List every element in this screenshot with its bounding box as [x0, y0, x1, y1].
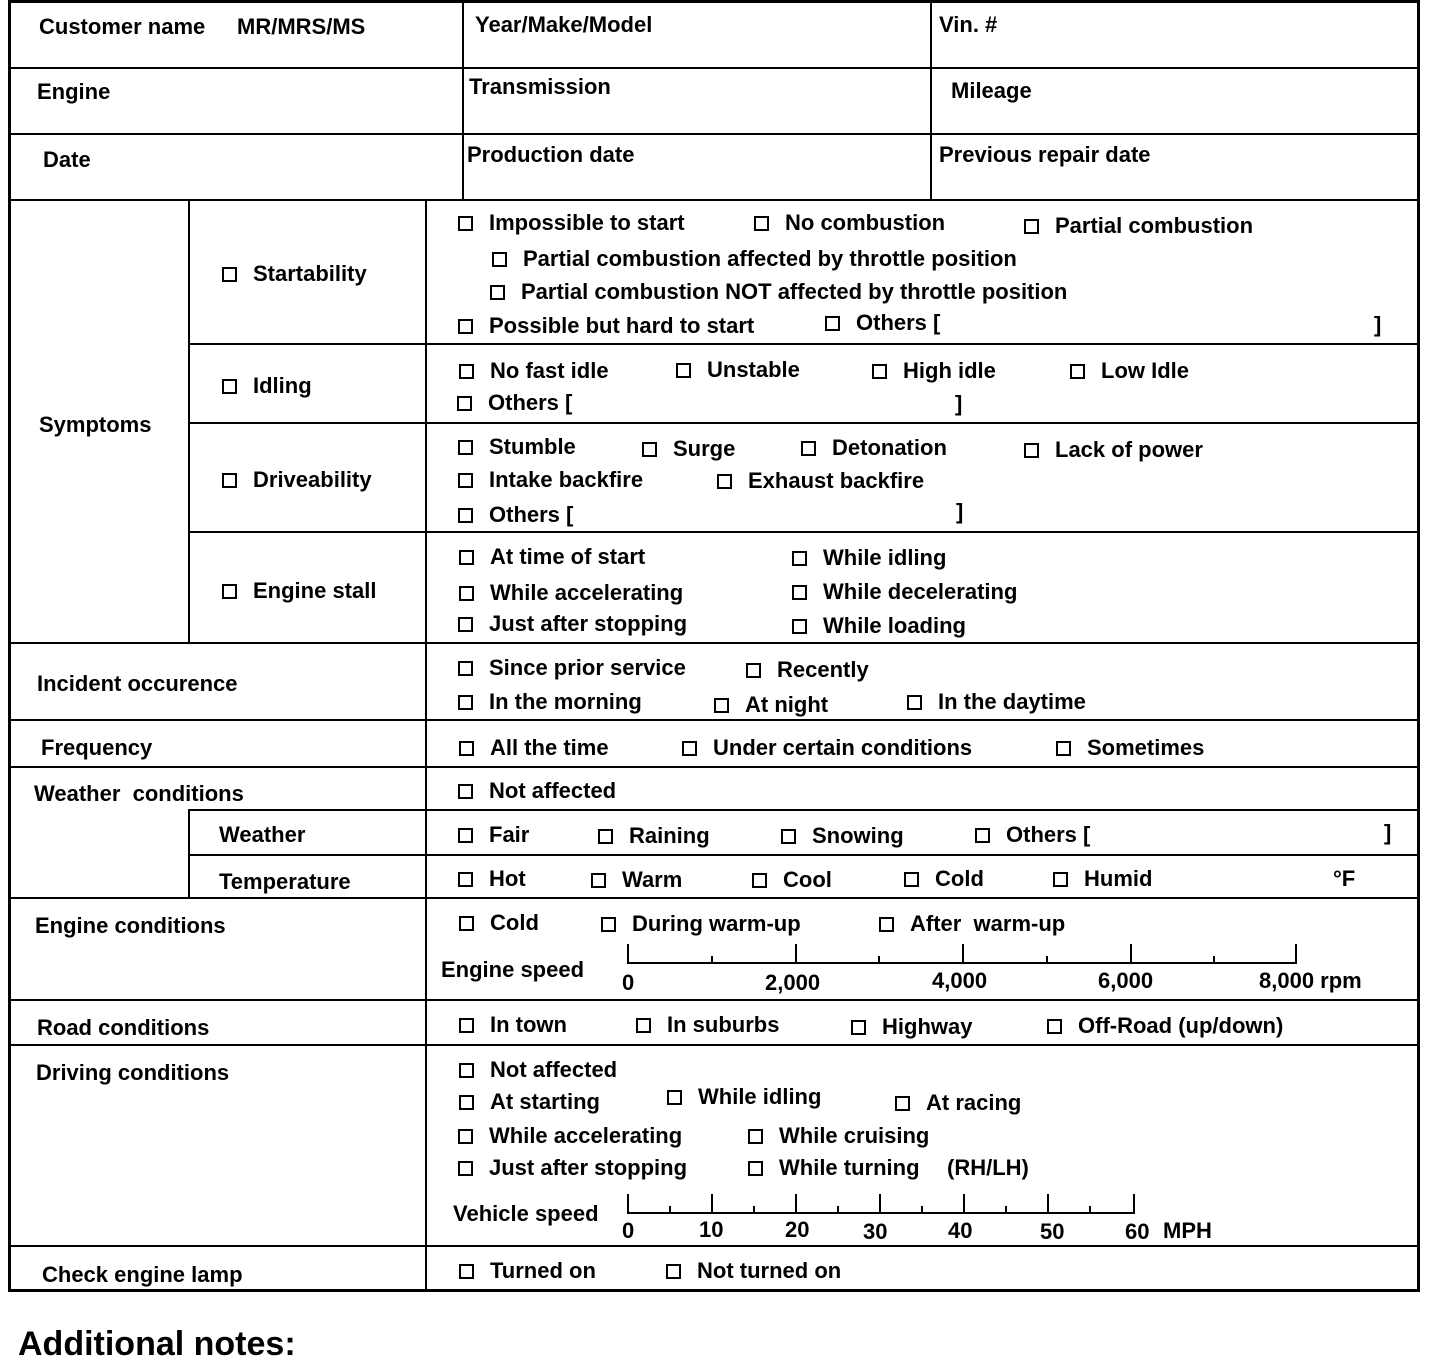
idling-unstable[interactable]: [676, 358, 800, 382]
checkbox[interactable]: [748, 1129, 763, 1144]
year-make-model-label: Year/Make/Model: [475, 12, 653, 37]
option-label: Possible but hard to start: [489, 313, 755, 338]
scale-tick: [1130, 944, 1132, 964]
startability-partial-combustion[interactable]: [1024, 214, 1253, 238]
checkbox[interactable]: [801, 441, 816, 456]
checkbox[interactable]: [975, 828, 990, 843]
driveability-label: Driveability: [253, 467, 372, 492]
option-label: Not affected: [490, 1057, 618, 1082]
scale-tick: [753, 1206, 755, 1214]
weather-others-bracket: ]: [1384, 820, 1392, 845]
startability-no-combustion[interactable]: [754, 211, 945, 235]
lamp-not-turned-on[interactable]: [666, 1259, 841, 1283]
option-label: After warm-up: [910, 911, 1066, 936]
checkbox[interactable]: [598, 829, 613, 844]
stall-at-time-of-start[interactable]: [459, 545, 645, 569]
road-highway[interactable]: [851, 1015, 972, 1039]
checkbox[interactable]: [792, 585, 807, 600]
option-label: Others [: [488, 390, 573, 415]
checkbox[interactable]: [666, 1264, 681, 1279]
driveability-exhaust-backfire[interactable]: [717, 469, 924, 493]
checkbox[interactable]: [591, 873, 606, 888]
driveability-others[interactable]: [458, 503, 573, 527]
checkbox[interactable]: [458, 828, 473, 843]
option-label: Low Idle: [1101, 358, 1189, 383]
option-label: In town: [490, 1012, 567, 1037]
scale-tick: [795, 1194, 797, 1214]
engine-stall-option[interactable]: [222, 579, 376, 603]
production-date-label: Production date: [467, 142, 635, 167]
option-label: Cool: [783, 867, 832, 892]
engine-label: Engine: [37, 79, 111, 104]
engine-condition-during-warm-up[interactable]: [601, 912, 801, 936]
stall-while-loading[interactable]: [792, 614, 966, 638]
idling-high-idle[interactable]: [872, 359, 996, 383]
option-label: At night: [745, 692, 829, 717]
column-divider: [425, 199, 427, 1292]
checkbox[interactable]: [872, 364, 887, 379]
vehicle-speed-unit: MPH: [1163, 1218, 1212, 1243]
checkbox[interactable]: [717, 474, 732, 489]
checkbox[interactable]: [457, 396, 472, 411]
idling-others[interactable]: [457, 391, 572, 415]
checkbox[interactable]: [1070, 364, 1085, 379]
stall-just-after-stopping[interactable]: [458, 612, 687, 636]
driving-while-idling[interactable]: [667, 1085, 821, 1109]
option-label: In the daytime: [938, 689, 1086, 714]
scale-tick: [1047, 1194, 1049, 1214]
temperature-unit: °F: [1333, 866, 1356, 891]
weather-not-affected[interactable]: [458, 779, 616, 803]
checkbox[interactable]: [642, 442, 657, 457]
checkbox[interactable]: [492, 252, 507, 267]
row-divider: [188, 854, 1417, 856]
engine-stall-label: Engine stall: [253, 578, 377, 603]
frequency-all-the-time[interactable]: [459, 736, 609, 760]
scale-tick: [921, 1206, 923, 1214]
road-in-town[interactable]: [459, 1013, 567, 1037]
turning-direction-label: (RH/LH): [947, 1155, 1029, 1180]
checkbox[interactable]: [222, 584, 237, 599]
option-label: Fair: [489, 822, 530, 847]
option-label: While turning: [779, 1155, 920, 1180]
checkbox[interactable]: [792, 619, 807, 634]
engine-conditions-label: Engine conditions: [35, 913, 226, 938]
row-divider: [11, 999, 1417, 1001]
option-label: Off-Road (up/down): [1078, 1013, 1284, 1038]
column-divider: [462, 3, 464, 199]
option-label: During warm-up: [632, 911, 801, 936]
option-label: Stumble: [489, 434, 576, 459]
option-label: While cruising: [779, 1123, 930, 1148]
weather-fair[interactable]: [458, 823, 529, 847]
option-label: Intake backfire: [489, 467, 644, 492]
lamp-turned-on[interactable]: [459, 1259, 596, 1283]
scale-tick: [1046, 956, 1048, 964]
scale-tick: [963, 1194, 965, 1214]
checkbox[interactable]: [458, 1129, 473, 1144]
driving-at-starting[interactable]: [459, 1090, 600, 1114]
customer-name-label: Customer name: [39, 14, 206, 39]
checkbox[interactable]: [458, 319, 473, 334]
checkbox[interactable]: [458, 617, 473, 632]
row-divider: [11, 897, 1417, 899]
option-label: Others [: [1006, 822, 1091, 847]
driving-at-racing[interactable]: [895, 1091, 1021, 1115]
checkbox[interactable]: [1047, 1019, 1062, 1034]
option-label: While idling: [698, 1084, 822, 1109]
checkbox[interactable]: [754, 216, 769, 231]
checkbox[interactable]: [748, 1161, 763, 1176]
checkbox[interactable]: [667, 1090, 682, 1105]
driveability-others-bracket: ]: [956, 499, 964, 524]
driving-while-turning[interactable]: [748, 1156, 920, 1180]
checkbox[interactable]: [222, 379, 237, 394]
frequency-under-certain-conditions[interactable]: [682, 736, 972, 760]
incident-label: Incident occurence: [37, 671, 238, 696]
option-label: Just after stopping: [489, 1155, 688, 1180]
startability-impossible[interactable]: [458, 211, 685, 235]
checkbox[interactable]: [895, 1096, 910, 1111]
startability-others-bracket: ]: [1374, 312, 1382, 337]
checkbox[interactable]: [714, 698, 729, 713]
driveability-lack-of-power[interactable]: [1024, 438, 1203, 462]
driving-conditions-label: Driving conditions: [36, 1060, 230, 1085]
symptoms-label: Symptoms: [39, 412, 152, 437]
option-label: Cold: [490, 910, 539, 935]
option-label: Raining: [629, 823, 710, 848]
checkbox[interactable]: [851, 1020, 866, 1035]
checkbox[interactable]: [825, 316, 840, 331]
scale-tick: [627, 944, 629, 964]
vehicle-speed-tick-label: 50: [1040, 1219, 1065, 1244]
option-label: While accelerating: [489, 1123, 683, 1148]
customer-problem-form: [8, 0, 1420, 1292]
option-label: While accelerating: [490, 580, 684, 605]
option-label: High idle: [903, 358, 996, 383]
driving-not-affected[interactable]: [459, 1058, 617, 1082]
incident-in-the-morning[interactable]: [458, 690, 642, 714]
road-off-road[interactable]: [1047, 1014, 1283, 1038]
option-label: Turned on: [490, 1258, 596, 1283]
weather-snowing[interactable]: [781, 824, 904, 848]
transmission-label: Transmission: [469, 74, 611, 99]
checkbox[interactable]: [459, 1018, 474, 1033]
checkbox[interactable]: [676, 363, 691, 378]
option-label: No fast idle: [490, 358, 609, 383]
incident-in-the-daytime[interactable]: [907, 690, 1086, 714]
scale-tick: [1213, 956, 1215, 964]
vehicle-speed-scale[interactable]: [627, 1194, 1135, 1214]
checkbox[interactable]: [636, 1018, 651, 1033]
option-label: At starting: [490, 1089, 600, 1114]
driveability-detonation[interactable]: [801, 436, 947, 460]
check-engine-lamp-label: Check engine lamp: [42, 1262, 243, 1287]
idling-label: Idling: [253, 373, 312, 398]
option-label: Lack of power: [1055, 437, 1203, 462]
checkbox[interactable]: [222, 267, 237, 282]
engine-speed-tick-label: 2,000: [765, 970, 821, 995]
temperature-hot[interactable]: [458, 867, 526, 891]
idling-others-bracket: ]: [955, 391, 963, 416]
scale-tick: [711, 1194, 713, 1214]
option-label: Others [: [856, 310, 941, 335]
scale-tick: [669, 1206, 671, 1214]
scale-tick: [1005, 1206, 1007, 1214]
engine-speed-tick-label: 0: [622, 970, 635, 995]
stall-while-idling[interactable]: [792, 546, 946, 570]
option-label: Not turned on: [697, 1258, 842, 1283]
checkbox[interactable]: [752, 873, 767, 888]
vehicle-speed-tick-label: 60: [1125, 1219, 1150, 1244]
vehicle-speed-tick-label: 40: [948, 1218, 973, 1243]
option-label: Partial combustion: [1055, 213, 1254, 238]
driving-just-after-stopping[interactable]: [458, 1156, 687, 1180]
checkbox[interactable]: [781, 829, 796, 844]
row-divider: [11, 199, 1417, 201]
checkbox[interactable]: [746, 663, 761, 678]
driving-while-cruising[interactable]: [748, 1124, 929, 1148]
scale-tick: [837, 1206, 839, 1214]
option-label: All the time: [490, 735, 609, 760]
checkbox[interactable]: [459, 1264, 474, 1279]
checkbox[interactable]: [459, 916, 474, 931]
weather-raining[interactable]: [598, 824, 710, 848]
road-conditions-label: Road conditions: [37, 1015, 210, 1040]
option-label: No combustion: [785, 210, 946, 235]
row-divider: [188, 422, 1417, 424]
option-label: In suburbs: [667, 1012, 780, 1037]
vehicle-speed-tick-label: 30: [863, 1219, 888, 1244]
checkbox[interactable]: [879, 917, 894, 932]
scale-tick: [879, 1194, 881, 1214]
option-label: While decelerating: [823, 579, 1018, 604]
option-label: Warm: [622, 867, 683, 892]
engine-speed-tick-label: 8,000 rpm: [1259, 968, 1362, 993]
checkbox[interactable]: [459, 1063, 474, 1078]
checkbox[interactable]: [459, 1095, 474, 1110]
previous-repair-date-label: Previous repair date: [939, 142, 1151, 167]
weather-conditions-label: Weather conditions: [34, 781, 244, 806]
checkbox[interactable]: [792, 551, 807, 566]
vehicle-speed-tick-label: 0: [622, 1218, 635, 1243]
option-label: Partial combustion affected by throttle position: [523, 246, 1017, 271]
startability-label: Startability: [253, 261, 367, 286]
incident-since-prior-service[interactable]: [458, 656, 686, 680]
option-label: Since prior service: [489, 655, 686, 680]
checkbox[interactable]: [458, 473, 473, 488]
engine-speed-tick-label: 4,000: [932, 968, 988, 993]
row-divider: [11, 67, 1417, 69]
row-divider: [11, 766, 1417, 768]
checkbox[interactable]: [222, 473, 237, 488]
scale-tick: [795, 944, 797, 964]
option-label: Recently: [777, 657, 869, 682]
startability-partial-throttle[interactable]: [492, 247, 1017, 271]
driveability-stumble[interactable]: [458, 435, 576, 459]
option-label: Under certain conditions: [713, 735, 973, 760]
option-label: Not affected: [489, 778, 617, 803]
temperature-cool[interactable]: [752, 868, 832, 892]
checkbox[interactable]: [458, 216, 473, 231]
stall-while-accelerating[interactable]: [459, 581, 683, 605]
temperature-cold[interactable]: [904, 867, 984, 891]
checkbox[interactable]: [907, 695, 922, 710]
idling-option[interactable]: [222, 374, 312, 398]
checkbox[interactable]: [458, 784, 473, 799]
option-label: Humid: [1084, 866, 1153, 891]
checkbox[interactable]: [682, 741, 697, 756]
checkbox[interactable]: [1053, 872, 1068, 887]
checkbox[interactable]: [459, 586, 474, 601]
checkbox[interactable]: [904, 872, 919, 887]
engine-speed-tick-label: 6,000: [1098, 968, 1154, 993]
option-label: Exhaust backfire: [748, 468, 925, 493]
option-label: In the morning: [489, 689, 642, 714]
row-divider: [11, 642, 1417, 644]
option-label: Detonation: [832, 435, 947, 460]
option-label: While idling: [823, 545, 947, 570]
option-label: Sometimes: [1087, 735, 1205, 760]
vehicle-speed-label: Vehicle speed: [453, 1201, 599, 1226]
column-divider: [188, 199, 190, 642]
option-label: Hot: [489, 866, 526, 891]
stall-while-decelerating[interactable]: [792, 580, 1017, 604]
row-divider: [188, 343, 1417, 345]
row-divider: [11, 1044, 1417, 1046]
driveability-option[interactable]: [222, 468, 372, 492]
option-label: Snowing: [812, 823, 904, 848]
incident-at-night[interactable]: [714, 693, 828, 717]
checkbox[interactable]: [459, 364, 474, 379]
option-label: Impossible to start: [489, 210, 685, 235]
vehicle-speed-tick-label: 10: [699, 1217, 724, 1242]
frequency-sometimes[interactable]: [1056, 736, 1204, 760]
temperature-label: Temperature: [219, 869, 351, 894]
scale-tick: [1089, 1206, 1091, 1214]
weather-label: Weather: [219, 822, 306, 847]
row-divider: [11, 133, 1417, 135]
checkbox[interactable]: [1024, 219, 1039, 234]
checkbox[interactable]: [1056, 741, 1071, 756]
scale-tick: [627, 1194, 629, 1214]
vin-label: Vin. #: [939, 12, 998, 37]
engine-speed-label: Engine speed: [441, 957, 585, 982]
checkbox[interactable]: [459, 741, 474, 756]
option-label: Others [: [489, 502, 574, 527]
checkbox[interactable]: [458, 695, 473, 710]
incident-recently[interactable]: [746, 658, 869, 682]
idling-low-idle[interactable]: [1070, 359, 1189, 383]
engine-condition-after-warm-up[interactable]: [879, 912, 1065, 936]
checkbox[interactable]: [459, 550, 474, 565]
startability-partial-not-throttle[interactable]: [490, 280, 1067, 304]
checkbox[interactable]: [490, 285, 505, 300]
row-divider: [11, 1245, 1417, 1247]
driveability-surge[interactable]: [642, 437, 735, 461]
row-divider: [188, 531, 1417, 533]
additional-notes-heading: Additional notes:: [18, 1325, 296, 1363]
scale-baseline: [627, 1212, 1135, 1214]
option-label: At time of start: [490, 544, 646, 569]
row-divider: [11, 719, 1417, 721]
option-label: At racing: [926, 1090, 1022, 1115]
column-divider: [930, 3, 932, 199]
column-divider: [188, 809, 190, 897]
vehicle-speed-tick-label: 20: [785, 1217, 810, 1242]
row-divider: [188, 809, 1417, 811]
date-label: Date: [43, 147, 91, 172]
mileage-label: Mileage: [951, 78, 1032, 103]
option-label: Unstable: [707, 357, 800, 382]
scale-tick: [711, 956, 713, 964]
idling-no-fast-idle[interactable]: [459, 359, 609, 383]
scale-tick: [1133, 1194, 1135, 1214]
option-label: Cold: [935, 866, 984, 891]
checkbox[interactable]: [601, 917, 616, 932]
checkbox[interactable]: [458, 440, 473, 455]
option-label: Just after stopping: [489, 611, 688, 636]
checkbox[interactable]: [458, 1161, 473, 1176]
frequency-label: Frequency: [41, 735, 153, 760]
option-label: Highway: [882, 1014, 973, 1039]
driveability-intake-backfire[interactable]: [458, 468, 643, 492]
startability-option[interactable]: [222, 262, 367, 286]
temperature-warm[interactable]: [591, 868, 682, 892]
option-label: Partial combustion NOT affected by throttle position: [521, 279, 1068, 304]
driving-while-accelerating[interactable]: [458, 1124, 682, 1148]
engine-speed-scale[interactable]: [627, 944, 1297, 964]
checkbox[interactable]: [458, 661, 473, 676]
weather-others[interactable]: [975, 823, 1090, 847]
scale-tick: [1295, 944, 1297, 964]
scale-tick: [962, 944, 964, 964]
checkbox[interactable]: [458, 872, 473, 887]
option-label: While loading: [823, 613, 966, 638]
engine-condition-cold[interactable]: [459, 911, 539, 935]
checkbox[interactable]: [1024, 443, 1039, 458]
startability-hard-to-start[interactable]: [458, 314, 754, 338]
option-label: Surge: [673, 436, 736, 461]
scale-tick: [878, 956, 880, 964]
road-in-suburbs[interactable]: [636, 1013, 779, 1037]
customer-title-label: MR/MRS/MS: [237, 14, 366, 39]
startability-others[interactable]: [825, 311, 940, 335]
temperature-humid[interactable]: [1053, 867, 1152, 891]
checkbox[interactable]: [458, 508, 473, 523]
